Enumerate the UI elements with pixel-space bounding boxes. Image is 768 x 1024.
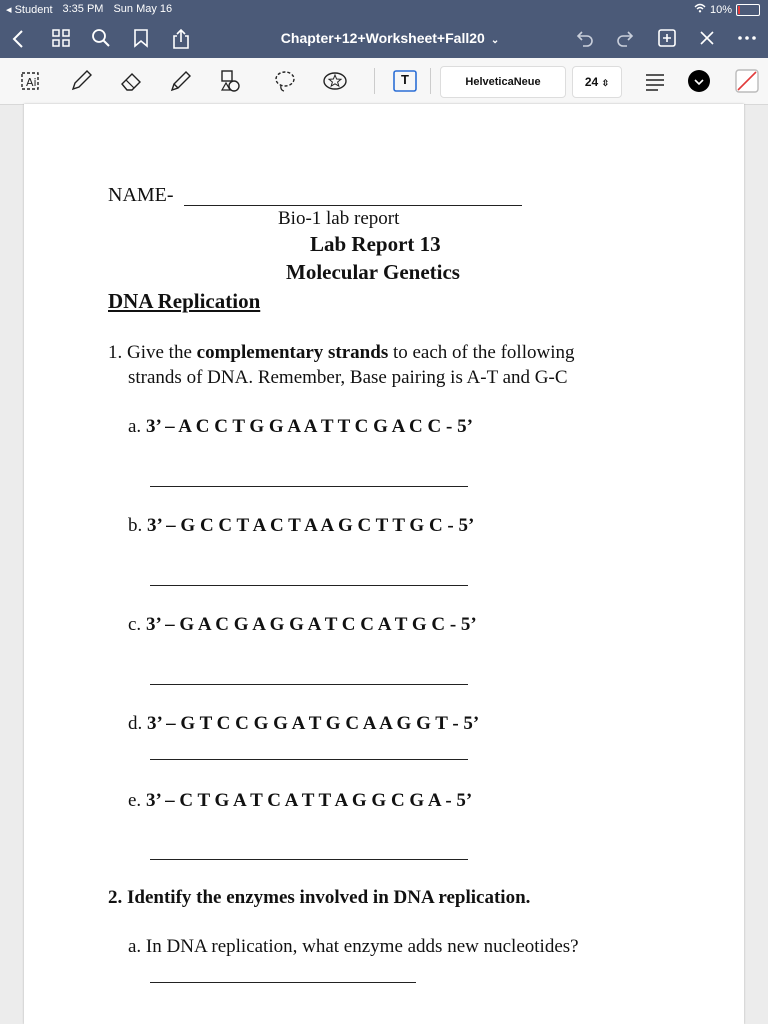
strand-d xyxy=(128,713,479,735)
answer-line-b[interactable] xyxy=(150,585,468,586)
align-icon[interactable] xyxy=(642,68,668,94)
answer-line-d[interactable] xyxy=(150,759,468,760)
status-bar xyxy=(0,0,768,20)
question-2a: a. In DNA replication, what enzyme adds new nucleotides? xyxy=(128,936,579,957)
question-1-line-1 xyxy=(108,342,574,364)
battery-icon xyxy=(736,4,760,16)
svg-text:Ai: Ai xyxy=(26,76,37,89)
navigation-bar xyxy=(0,20,768,58)
eraser-icon[interactable] xyxy=(118,68,144,94)
question-2 xyxy=(108,887,530,909)
report-title: Lab Report 13 xyxy=(310,232,441,256)
q2-text: Identify the enzymes involved in DNA replication. xyxy=(127,887,531,908)
q1-suffix: to each of the following xyxy=(388,342,575,363)
strand-sequence: 3’ – G C C T A C T A A G C T T G C - 5’ xyxy=(147,515,475,536)
status-time: 3:35 PM xyxy=(62,3,104,15)
q1-prefix: 1. Give the xyxy=(108,342,197,363)
share-icon[interactable] xyxy=(170,28,192,55)
chevron-down-icon: ⌄ xyxy=(490,35,500,46)
shapes-icon[interactable] xyxy=(218,68,244,94)
question-1-line-2: strands of DNA. Remember, Base pairing is A-T and G-C xyxy=(128,367,568,388)
battery-level xyxy=(738,6,740,14)
battery-percent: 10% xyxy=(709,3,732,16)
strand-letter: a. xyxy=(128,416,142,437)
close-icon[interactable] xyxy=(696,28,718,53)
sticker-icon[interactable] xyxy=(322,68,348,94)
highlighter-icon[interactable] xyxy=(168,68,194,94)
more-icon[interactable] xyxy=(734,28,760,53)
q1-bold: complementary strands xyxy=(196,342,389,363)
back-to-app-link[interactable]: ◂ Student xyxy=(6,4,53,16)
toolbar-divider xyxy=(430,68,431,94)
undo-icon[interactable] xyxy=(574,28,596,53)
course-label: Bio-1 lab report xyxy=(278,208,400,229)
strand-sequence: 3’ – A C C T G G A A T T C G A C C - 5’ xyxy=(145,416,473,437)
back-chevron-icon[interactable] xyxy=(8,28,28,55)
answer-line-a[interactable] xyxy=(150,486,468,487)
redo-icon[interactable] xyxy=(614,28,636,53)
back-app-label: Student xyxy=(14,4,53,16)
toolbar-divider xyxy=(374,68,375,94)
answer-line-e[interactable] xyxy=(150,859,468,860)
font-family-value: HelveticaNeue xyxy=(465,76,541,88)
color-black-icon[interactable] xyxy=(686,68,712,94)
pen-icon[interactable] xyxy=(68,68,94,94)
strand-b xyxy=(128,515,474,537)
answer-line-2a[interactable] xyxy=(150,982,416,983)
strand-c xyxy=(128,614,477,636)
strand-letter: e. xyxy=(128,790,142,811)
strand-a xyxy=(128,416,473,438)
strand-letter: b. xyxy=(128,515,143,536)
name-answer-line[interactable] xyxy=(184,205,522,206)
bookmark-icon[interactable] xyxy=(130,28,152,53)
strand-sequence: 3’ – G A C G A G G A T C C A T G C - 5’ xyxy=(145,614,477,635)
stepper-icon: ⇳ xyxy=(601,78,610,88)
font-size-value: 24 xyxy=(584,75,599,89)
text-tool-label: T xyxy=(401,72,409,87)
search-icon[interactable] xyxy=(90,28,112,53)
font-family-selector[interactable] xyxy=(440,66,566,98)
report-subtitle: Molecular Genetics xyxy=(286,260,460,284)
lasso-text-icon[interactable] xyxy=(18,68,44,94)
document-page[interactable] xyxy=(24,104,744,1024)
annotation-toolbar xyxy=(0,58,768,105)
strand-letter: c. xyxy=(128,614,142,635)
wifi-icon xyxy=(694,3,706,16)
answer-line-c[interactable] xyxy=(150,684,468,685)
lasso-icon[interactable] xyxy=(272,68,298,94)
strand-e xyxy=(128,790,472,812)
text-tool-icon[interactable] xyxy=(392,68,418,94)
status-date: Sun May 16 xyxy=(113,3,173,15)
strand-sequence: 3’ – G T C C G G A T G C A A G G T - 5’ xyxy=(147,713,480,734)
strand-letter: d. xyxy=(128,713,143,734)
font-size-selector[interactable] xyxy=(572,66,622,98)
document-title-menu[interactable] xyxy=(240,30,540,46)
name-label: NAME- xyxy=(108,184,174,206)
grid-icon[interactable] xyxy=(50,28,72,53)
strand-sequence: 3’ – C T G A T C A T T A G G C G A - 5’ xyxy=(145,790,473,811)
q2-number: 2. xyxy=(108,887,123,908)
no-color-icon[interactable] xyxy=(734,68,760,94)
add-page-icon[interactable] xyxy=(656,28,678,53)
section-heading: DNA Replication xyxy=(108,289,261,313)
document-title: Chapter+12+Worksheet+Fall20 xyxy=(280,30,485,46)
